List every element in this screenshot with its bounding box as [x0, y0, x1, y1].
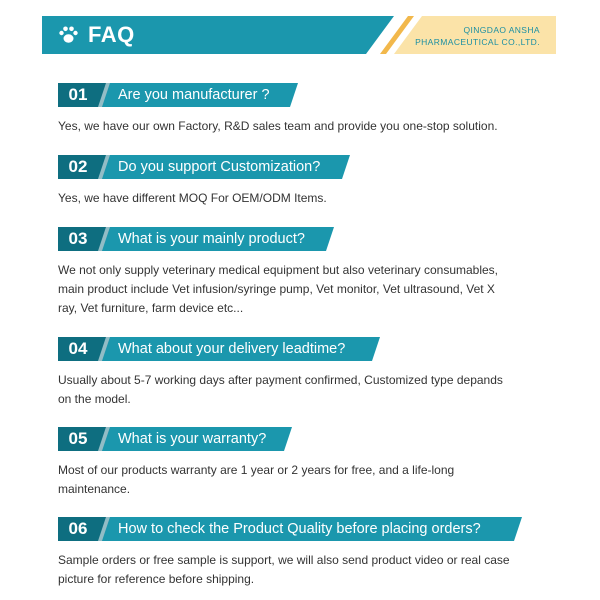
- answer-line: maintenance.: [58, 482, 131, 496]
- faq-item: [58, 427, 558, 499]
- answer-line: Most of our products warranty are 1 year or 2 years for free, and a life-long: [58, 463, 455, 477]
- question-number: 04: [68, 339, 88, 358]
- answer-text: [58, 461, 538, 499]
- answer-line: We not only supply veterinary medical equipment but also veterinary consumables,: [58, 263, 499, 277]
- question-bar: [58, 517, 558, 541]
- question-number: 01: [68, 85, 88, 104]
- question-bar: [58, 427, 558, 451]
- faq-item: [58, 517, 558, 589]
- paw-icon: [58, 25, 78, 45]
- answer-line: on the model.: [58, 392, 131, 406]
- question-text: How to check the Product Quality before placing orders?: [118, 521, 481, 537]
- answer-text: [58, 117, 538, 136]
- company-name: [370, 24, 540, 48]
- answer-line: Yes, we have different MOQ For OEM/ODM Items.: [58, 191, 327, 205]
- question-number: 06: [68, 519, 88, 538]
- answer-line: Yes, we have our own Factory, R&D sales team and provide you one-stop solution.: [58, 119, 498, 133]
- answer-text: [58, 371, 538, 409]
- question-text: What about your delivery leadtime?: [118, 341, 346, 357]
- answer-line: picture for reference before shipping.: [58, 572, 255, 586]
- faq-item: [58, 337, 558, 409]
- question-bar: [58, 155, 558, 179]
- question-bar: [58, 337, 558, 361]
- faq-item: [58, 227, 558, 318]
- answer-text: [58, 261, 538, 318]
- question-text: Are you manufacturer ?: [118, 87, 270, 103]
- answer-text: [58, 551, 538, 589]
- question-number: 02: [68, 157, 88, 176]
- page-title: FAQ: [88, 22, 135, 47]
- faq-item: [58, 83, 558, 136]
- answer-line: ray, Vet furniture, farm device etc...: [58, 301, 244, 315]
- question-text: What is your warranty?: [118, 431, 267, 447]
- question-number: 05: [68, 429, 88, 448]
- company-name-line1: QINGDAO ANSHA: [463, 25, 540, 35]
- question-bar: [58, 227, 558, 251]
- faq-header-banner: [42, 16, 556, 54]
- answer-line: Usually about 5-7 working days after payment confirmed, Customized type depands: [58, 373, 503, 387]
- faq-item: [58, 155, 558, 208]
- question-number: 03: [68, 229, 88, 248]
- question-text: What is your mainly product?: [118, 231, 305, 247]
- answer-line: main product include Vet infusion/syringe pump, Vet monitor, Vet ultrasound, Vet X: [58, 282, 495, 296]
- answer-text: [58, 189, 538, 208]
- question-text: Do you support Customization?: [118, 159, 321, 175]
- question-bar: [58, 83, 558, 107]
- company-name-line2: PHARMACEUTICAL CO.,LTD.: [415, 37, 540, 47]
- answer-line: Sample orders or free sample is support, we will also send product video or real case: [58, 553, 510, 567]
